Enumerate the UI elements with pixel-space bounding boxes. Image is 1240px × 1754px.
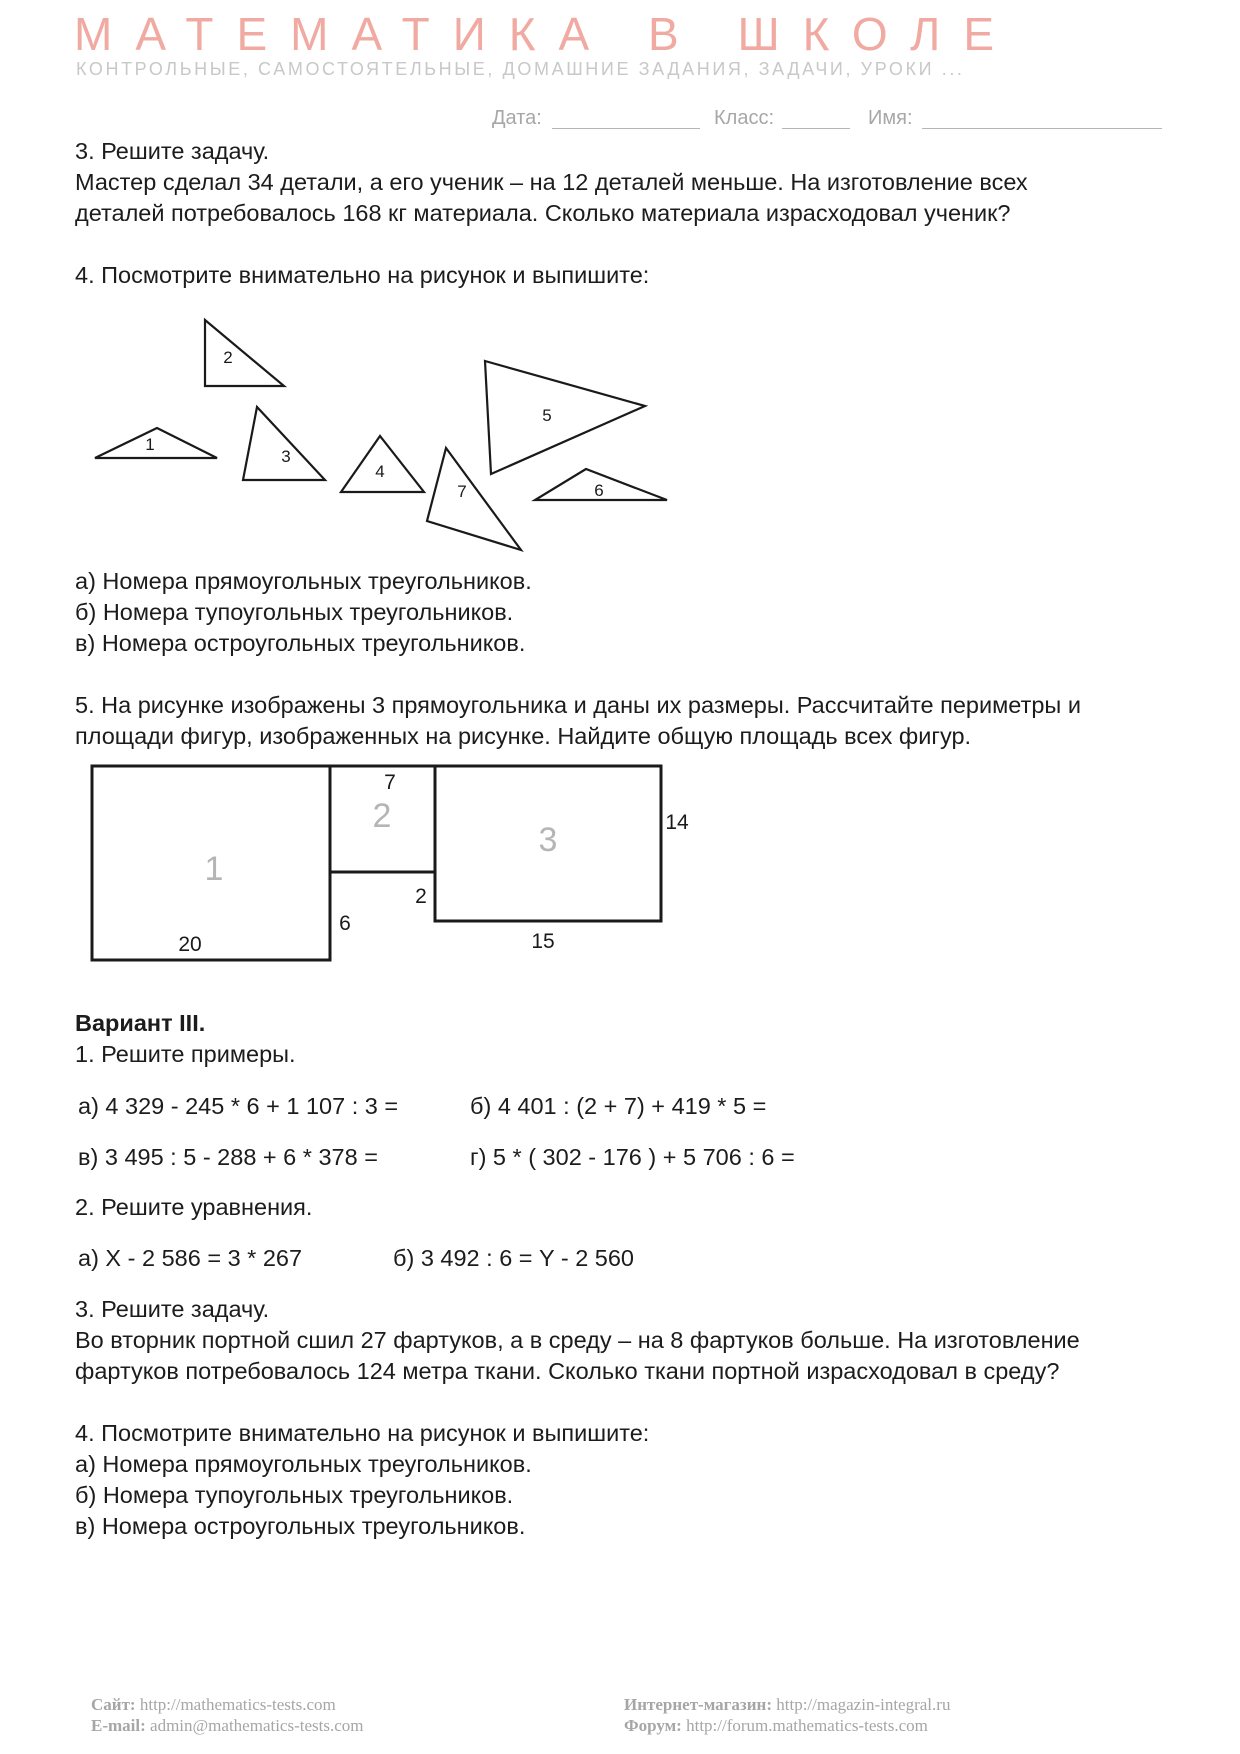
dimension-6: 6 <box>339 912 351 935</box>
rectangle-label-1: 1 <box>204 850 224 888</box>
class-label: Класс: <box>714 107 774 129</box>
v3-q-right-triangles: а) Номера прямоугольных треугольников. <box>75 1451 532 1477</box>
task5-text-line2: площади фигур, изображенных на рисунке. Найдите общую площадь всех фигур. <box>75 723 972 749</box>
v3-task3-text-line2: фартуков потребовалось 124 метра ткани. Сколько ткани портной израсходовал в среду? <box>75 1358 1060 1384</box>
triangle-label-7: 7 <box>457 482 467 501</box>
task4-title: 4. Посмотрите внимательно на рисунок и выпишите: <box>75 262 650 288</box>
equation-a: а) X - 2 586 = 3 * 267 <box>78 1245 303 1271</box>
footer-site-label: Сайт: <box>91 1695 136 1714</box>
footer-shop-label: Интернет-магазин: <box>624 1695 772 1714</box>
name-label: Имя: <box>868 107 913 129</box>
task3-text-line2: деталей потребовалось 168 кг материала. Сколько материала израсходовал ученик? <box>75 200 1011 226</box>
footer-email-label: E-mail: <box>91 1716 146 1735</box>
example-c: в) 3 495 : 5 - 288 + 6 * 378 = <box>78 1144 378 1170</box>
footer-shop-link[interactable]: http://magazin-integral.ru <box>776 1695 951 1714</box>
site-subtitle: КОНТРОЛЬНЫЕ, САМОСТОЯТЕЛЬНЫЕ, ДОМАШНИЕ ЗАДАНИЯ, ЗАДАЧИ, УРОКИ ... <box>76 59 965 79</box>
example-b: б) 4 401 : (2 + 7) + 419 * 5 = <box>470 1093 767 1119</box>
example-d: г) 5 * ( 302 - 176 ) + 5 706 : 6 = <box>470 1144 795 1170</box>
q-acute-triangles: в) Номера остроугольных треугольников. <box>75 630 526 656</box>
dimension-14: 14 <box>665 811 689 834</box>
triangle-label-5: 5 <box>542 406 552 425</box>
footer-site <box>91 1695 336 1715</box>
triangle-label-4: 4 <box>375 462 385 481</box>
triangle-label-6: 6 <box>594 481 604 500</box>
footer-email <box>91 1716 364 1736</box>
example-a: а) 4 329 - 245 * 6 + 1 107 : 3 = <box>78 1093 399 1119</box>
q-right-triangles: а) Номера прямоугольных треугольников. <box>75 568 532 594</box>
footer-forum-label: Форум: <box>624 1716 682 1735</box>
site-title: МАТЕМАТИКА В ШКОЛЕ <box>74 8 1018 60</box>
dimension-20: 20 <box>178 933 202 956</box>
v3-task4-title: 4. Посмотрите внимательно на рисунок и выпишите: <box>75 1420 650 1446</box>
dimension-15: 15 <box>531 930 555 953</box>
dimension-7: 7 <box>384 771 396 794</box>
equation-b: б) 3 492 : 6 = Y - 2 560 <box>393 1245 635 1271</box>
dimension-2: 2 <box>415 885 427 908</box>
triangle-label-1: 1 <box>145 435 155 454</box>
triangle-label-3: 3 <box>281 447 291 466</box>
task3-text-line1: Мастер сделал 34 детали, а его ученик – на 12 деталей меньше. На изготовление всех <box>75 169 1028 195</box>
v3-q-obtuse-triangles: б) Номера тупоугольных треугольников. <box>75 1482 514 1508</box>
rectangle-label-2: 2 <box>372 797 392 835</box>
v3-task3-text-line1: Во вторник портной сшил 27 фартуков, а в среду – на 8 фартуков больше. На изготовление <box>75 1327 1080 1353</box>
v3-q-acute-triangles: в) Номера остроугольных треугольников. <box>75 1513 526 1539</box>
task5-text-line1: 5. На рисунке изображены 3 прямоугольника и даны их размеры. Рассчитайте периметры и <box>75 692 1081 718</box>
v3-task3-title: 3. Решите задачу. <box>75 1296 270 1322</box>
task3-title: 3. Решите задачу. <box>75 138 270 164</box>
v3-task2-title: 2. Решите уравнения. <box>75 1194 313 1220</box>
q-obtuse-triangles: б) Номера тупоугольных треугольников. <box>75 599 514 625</box>
v3-task1-title: 1. Решите примеры. <box>75 1041 296 1067</box>
triangle-label-2: 2 <box>223 348 233 367</box>
footer-site-link[interactable]: http://mathematics-tests.com <box>139 1695 336 1714</box>
footer-shop <box>624 1695 950 1715</box>
date-label: Дата: <box>492 107 542 129</box>
variant-title: Вариант III. <box>75 1010 206 1036</box>
footer-forum <box>624 1716 928 1736</box>
rectangle-label-3: 3 <box>538 821 558 859</box>
footer-forum-link[interactable]: http://forum.mathematics-tests.com <box>686 1716 928 1735</box>
footer-email-link[interactable]: admin@mathematics-tests.com <box>150 1716 364 1735</box>
